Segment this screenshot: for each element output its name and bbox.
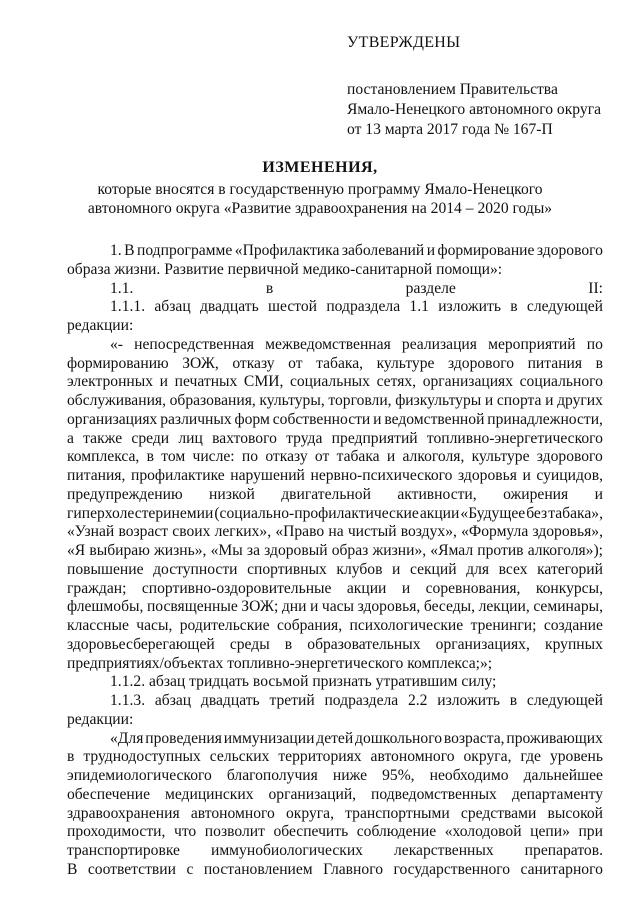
- approved-stamp: УТВЕРЖДЕНЫ: [347, 34, 461, 51]
- body-line: формированию ЗОЖ, отказу от табака, культуре здорового питания в: [67, 354, 603, 372]
- body-line: повышение доступности спортивных клубов и секций для всех категорий: [67, 560, 603, 578]
- body-line: питания, профилактике нарушений нервно-психического здоровья и суицидов,: [67, 467, 603, 484]
- body-line: образа жизни. Развитие первичной медико-санитарной помощи»:: [67, 260, 503, 278]
- body-line: здоровьесберегающей среды в образовательных организациях, крупных: [67, 635, 603, 653]
- body-line: классные часы, родительские собрания, психологические тренинги; создание: [67, 617, 603, 634]
- body-line: «Я выбираю жизнь», «Мы за здоровый образ жизни», «Ямал против алкоголя»);: [67, 542, 603, 559]
- body-line: 1.1.1. абзац двадцать шестой подраздела 1.1 изложить в следующей: [110, 298, 603, 316]
- body-line: гиперхолестеринемии (социально-профилактические акции «Будущее без табака»,: [67, 504, 603, 522]
- document-body: [67, 242, 603, 880]
- body-line: электронных и печатных СМИ, социальных сетях, организациях социального: [67, 373, 603, 391]
- body-line: предупреждению низкой двигательной активности, ожирения и: [67, 485, 603, 503]
- body-line: а также среди лиц вахтового труда предприятий топливно-энергетического: [67, 429, 603, 447]
- body-line: транспортировке иммунобиологических лекарственных препаратов.: [67, 842, 603, 859]
- body-line: 1.1.3. абзац двадцать третий подраздела 2.2 изложить в следующей: [110, 692, 603, 709]
- body-line: флешмобы, посвященные ЗОЖ; дни и часы здоровья, беседы, лекции, семинары,: [67, 598, 603, 616]
- body-line: 1. В подпрограмме «Профилактика заболеваний и формирование здорового: [110, 242, 603, 259]
- body-line: редакции:: [67, 317, 134, 334]
- subheading-line: которые вносятся в государственную программу Ямало-Ненецкого: [97, 181, 543, 198]
- body-line: предприятиях/объектах топливно-энергетического комплекса;»;: [67, 654, 493, 672]
- body-line: «- непосредственная межведомственная реализация мероприятий по: [110, 335, 603, 353]
- decree-line: от 13 марта 2017 года № 167-П: [347, 121, 553, 138]
- body-line: организациях различных форм собственности и ведомственной принадлежности,: [67, 410, 603, 428]
- body-line: 1.1. в разделе II:: [110, 279, 603, 297]
- body-line: «Для проведения иммунизации детей дошкольного возраста, проживающих: [110, 729, 603, 747]
- decree-line: Ямало-Ненецкого автономного округа: [347, 101, 602, 118]
- body-line: в труднодоступных сельских территориях автономного округа, где уровень: [67, 748, 603, 766]
- body-line: комплекса, в том числе: по отказу от табака и алкоголя, культуре здорового: [67, 448, 603, 466]
- body-line: В соответствии с постановлением Главного государственного санитарного: [67, 860, 603, 878]
- body-line: граждан; спортивно-оздоровительные акции и соревнования, конкурсы,: [67, 579, 603, 597]
- document-heading: ИЗМЕНЕНИЯ,: [262, 159, 378, 176]
- body-line: проходимости, что позволит обеспечить соблюдение «холодовой цепи» при: [67, 823, 603, 841]
- body-line: эпидемиологического благополучия ниже 95%, необходимо дальнейшее: [67, 767, 603, 784]
- body-line: обеспечение медицинских организаций, подведомственных департаменту: [67, 785, 603, 803]
- subheading-line: автономного округа «Развитие здравоохранения на 2014 – 2020 годы»: [87, 200, 553, 217]
- body-line: редакции:: [67, 710, 134, 728]
- body-line: обслуживания, образования, культуры, торговли, физкультуры и спорта и других: [67, 392, 603, 409]
- body-line: «Узнай возраст своих легких», «Право на чистый воздух», «Формула здоровья»,: [67, 523, 603, 541]
- decree-line: постановлением Правительства: [347, 81, 558, 98]
- document-subheading: [0, 180, 640, 218]
- body-line: здравоохранения автономного округа, транспортными средствами высокой: [67, 804, 603, 822]
- body-line: 1.1.2. абзац тридцать восьмой признать утратившим силу;: [110, 673, 497, 691]
- decree-reference: [347, 80, 601, 140]
